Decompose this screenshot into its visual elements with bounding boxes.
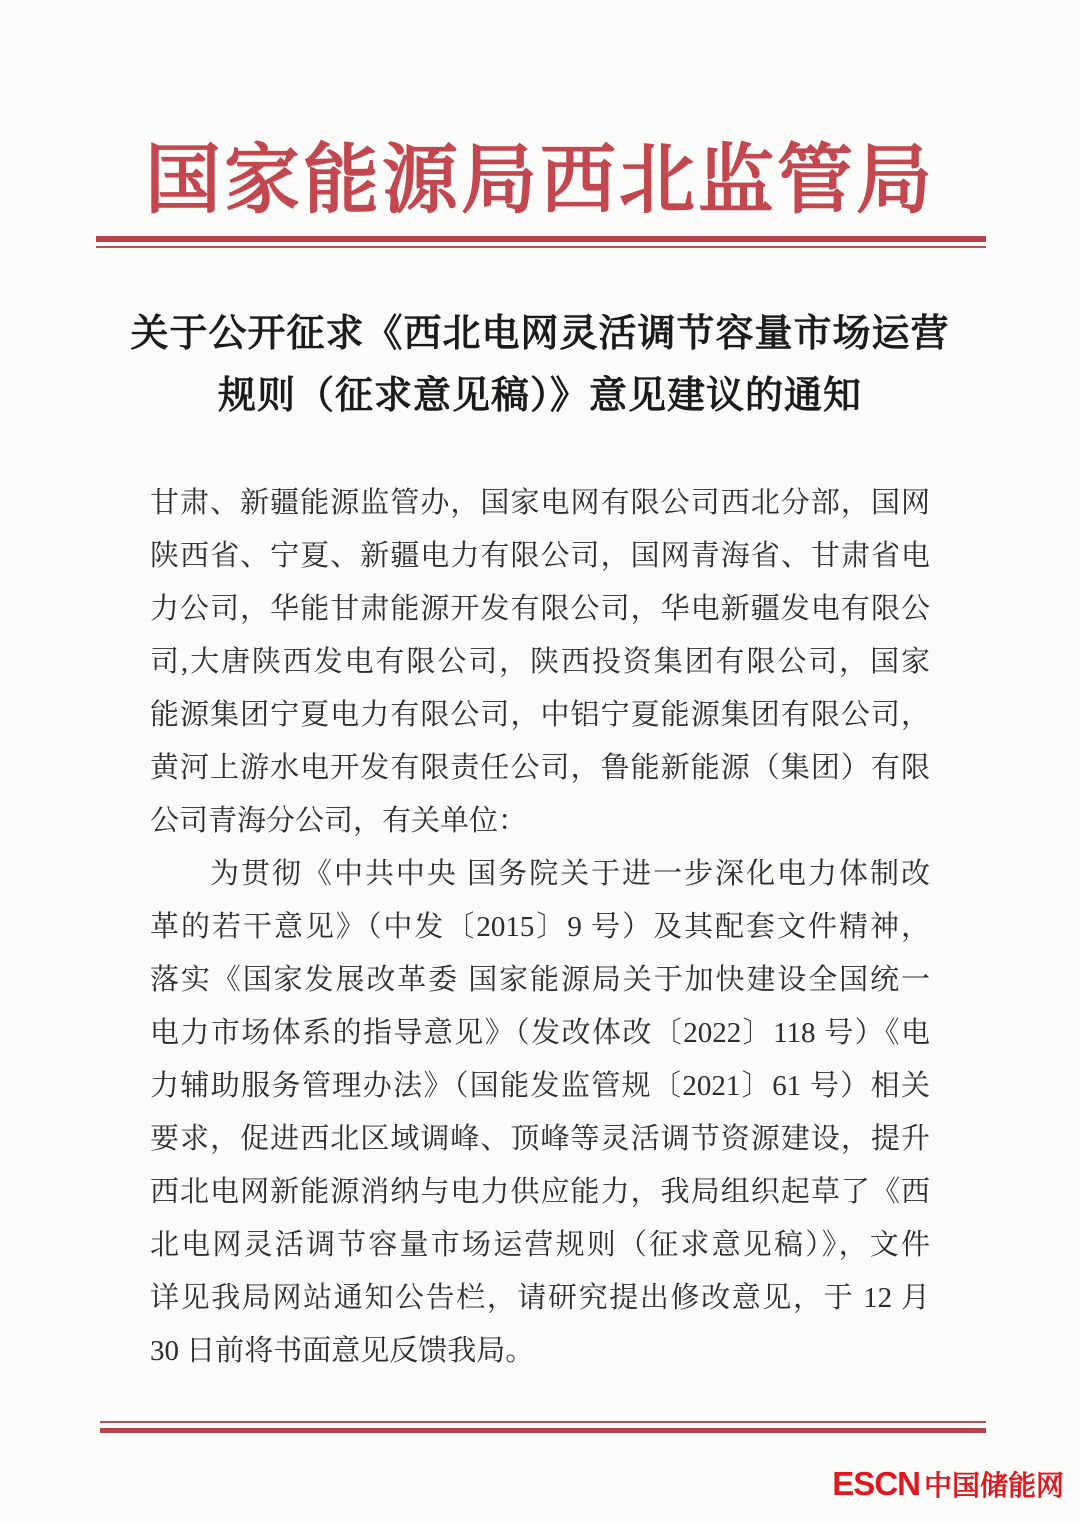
agency-letterhead-title: 国家能源局西北监管局 bbox=[145, 139, 935, 223]
watermark-cjk-text: 中国储能网 bbox=[923, 1470, 1064, 1501]
body-line-16: 详见我局网站通知公告栏，请研究提出修改意见，于 12 月 bbox=[150, 1282, 930, 1314]
body-line-1: 甘肃、新疆能源监管办，国家电网有限公司西北分部，国网 bbox=[150, 487, 930, 519]
letterhead-divider bbox=[96, 236, 986, 248]
document-body bbox=[150, 477, 930, 1378]
letterhead-divider-thick-line bbox=[96, 236, 986, 242]
footer-divider bbox=[100, 1421, 986, 1433]
body-line-5: 能源集团宁夏电力有限公司，中铝宁夏能源集团有限公司， bbox=[150, 699, 930, 731]
body-line-12: 力辅助服务管理办法》（国能发监管规〔2021〕61 号）相关 bbox=[150, 1070, 930, 1102]
watermark-latin-text: ESCN bbox=[832, 1465, 920, 1502]
body-line-3: 力公司，华能甘肃能源开发有限公司，华电新疆发电有限公 bbox=[150, 593, 930, 625]
body-line-8: 为贯彻《中共中央 国务院关于进一步深化电力体制改 bbox=[210, 858, 930, 890]
document-title-line-1: 关于公开征求《西北电网灵活调节容量市场运营 bbox=[130, 313, 950, 355]
document-title-line-2: 规则（征求意见稿）》意见建议的通知 bbox=[217, 375, 862, 417]
body-line-6: 黄河上游水电开发有限责任公司，鲁能新能源（集团）有限 bbox=[150, 752, 930, 784]
body-line-13: 要求，促进西北区域调峰、顶峰等灵活调节资源建设，提升 bbox=[150, 1123, 930, 1155]
letterhead-divider-thin-line bbox=[96, 246, 986, 248]
body-line-15: 北电网灵活调节容量市场运营规则（征求意见稿）》，文件 bbox=[150, 1229, 930, 1261]
body-line-9: 革的若干意见》（中发〔2015〕9 号）及其配套文件精神， bbox=[150, 911, 930, 943]
body-line-10: 落实《国家发展改革委 国家能源局关于加快建设全国统一 bbox=[150, 964, 930, 996]
escn-watermark-logo bbox=[832, 1464, 1064, 1504]
body-line-4: 司,大唐陕西发电有限公司，陕西投资集团有限公司，国家 bbox=[150, 646, 930, 678]
body-line-17: 30 日前将书面意见反馈我局。 bbox=[150, 1335, 535, 1367]
body-line-7: 公司青海分公司，有关单位： bbox=[150, 805, 528, 837]
body-line-2: 陕西省、宁夏、新疆电力有限公司，国网青海省、甘肃省电 bbox=[150, 540, 930, 572]
footer-divider-thin-line bbox=[100, 1421, 986, 1423]
footer-divider-thick-line bbox=[100, 1428, 986, 1433]
body-line-14: 西北电网新能源消纳与电力供应能力，我局组织起草了《西 bbox=[150, 1176, 930, 1208]
body-line-11: 电力市场体系的指导意见》（发改体改〔2022〕118 号）《电 bbox=[150, 1017, 930, 1049]
document-title bbox=[0, 303, 1080, 427]
